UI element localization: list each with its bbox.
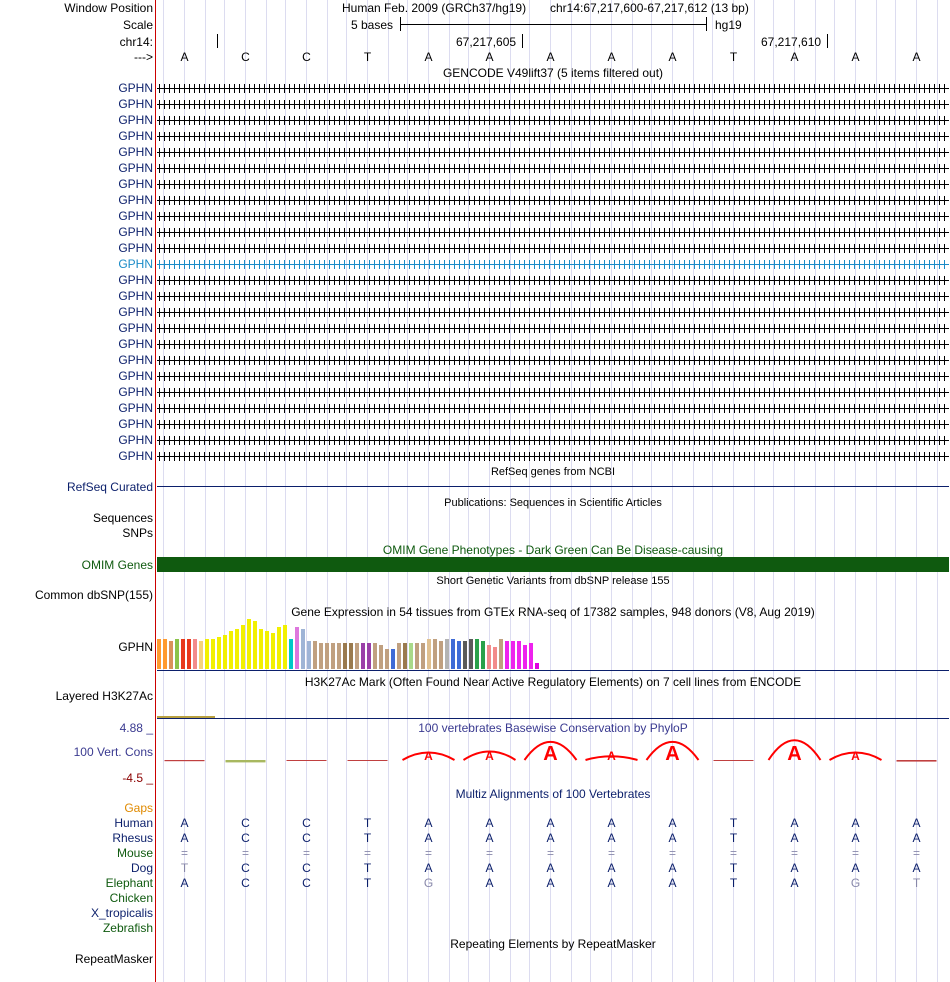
base-letter: A bbox=[668, 50, 677, 64]
gtex-tissue-bar[interactable] bbox=[421, 643, 425, 669]
chrom-tick-1 bbox=[522, 34, 523, 48]
multiz-aligned-base: A bbox=[424, 816, 433, 830]
multiz-aligned-base: C bbox=[241, 861, 250, 875]
gtex-tissue-bar[interactable] bbox=[211, 639, 215, 669]
gtex-tissue-bar[interactable] bbox=[469, 639, 473, 669]
phylop-max-value: 4.88 _ bbox=[119, 721, 153, 735]
omim-genes-label[interactable]: OMIM Genes bbox=[81, 558, 153, 572]
omim-track-title[interactable]: OMIM Gene Phenotypes - Dark Green Can Be Disease-causing bbox=[382, 543, 724, 557]
gtex-tissue-bar[interactable] bbox=[283, 625, 287, 669]
gencode-transcript[interactable] bbox=[157, 132, 949, 141]
scale-assembly: hg19 bbox=[715, 18, 742, 32]
multiz-aligned-base: A bbox=[546, 831, 555, 845]
multiz-aligned-base: A bbox=[851, 816, 860, 830]
gtex-tissue-bar[interactable] bbox=[157, 639, 161, 669]
multiz-aligned-base: A bbox=[424, 861, 433, 875]
base-letter: C bbox=[302, 50, 311, 64]
multiz-aligned-base: A bbox=[485, 816, 494, 830]
gtex-baseline bbox=[157, 670, 949, 671]
gtex-tissue-bar[interactable] bbox=[199, 641, 203, 669]
multiz-aligned-base: T bbox=[363, 831, 372, 845]
gencode-gene-label[interactable]: GPHN bbox=[118, 369, 153, 383]
refseq-curated-label[interactable]: RefSeq Curated bbox=[66, 480, 153, 494]
multiz-aligned-base: T bbox=[180, 861, 189, 875]
multiz-aligned-base: C bbox=[241, 816, 250, 830]
multiz-aligned-base: A bbox=[485, 861, 494, 875]
gencode-track-title[interactable]: GENCODE V49lift37 (5 items filtered out) bbox=[442, 66, 664, 80]
omim-phenotype-bar[interactable] bbox=[157, 557, 949, 572]
multiz-aligned-base: A bbox=[790, 876, 799, 890]
h3k27ac-label[interactable]: Layered H3K27Ac bbox=[55, 689, 153, 703]
multiz-aligned-base: = bbox=[912, 846, 920, 860]
multiz-aligned-base: A bbox=[851, 831, 860, 845]
gtex-tissue-bar[interactable] bbox=[463, 641, 467, 669]
gencode-transcript[interactable] bbox=[157, 164, 949, 173]
gtex-tissue-bar[interactable] bbox=[253, 621, 257, 669]
gtex-tissue-bar[interactable] bbox=[535, 663, 539, 669]
genome-assembly-name: Human Feb. 2009 (GRCh37/hg19) bbox=[342, 1, 527, 15]
multiz-aligned-base: A bbox=[790, 816, 799, 830]
gtex-tissue-bar[interactable] bbox=[181, 639, 185, 669]
common-dbsnp-label[interactable]: Common dbSNP(155) bbox=[34, 588, 153, 602]
multiz-aligned-base: A bbox=[546, 861, 555, 875]
gencode-gene-label[interactable]: GPHN bbox=[118, 273, 153, 287]
multiz-aligned-base: A bbox=[912, 861, 921, 875]
gtex-tissue-bar[interactable] bbox=[505, 641, 509, 669]
gtex-tissue-bar[interactable] bbox=[373, 643, 377, 669]
multiz-aligned-base: A bbox=[668, 831, 677, 845]
multiz-aligned-base: A bbox=[851, 861, 860, 875]
gtex-tissue-bar[interactable] bbox=[271, 633, 275, 669]
phylop-track-title[interactable]: 100 vertebrates Basewise Conservation by PhyloP bbox=[418, 721, 688, 735]
scale-bar bbox=[400, 24, 706, 25]
window-position-range: chr14:67,217,600-67,217,612 (13 bp) bbox=[550, 1, 749, 15]
chrom-tick-0 bbox=[217, 34, 218, 48]
gencode-transcript[interactable] bbox=[157, 180, 949, 189]
multiz-aligned-base: = bbox=[546, 846, 554, 860]
gtex-tissue-bar[interactable] bbox=[487, 645, 491, 669]
multiz-aligned-base: A bbox=[607, 876, 616, 890]
gtex-tissue-bar[interactable] bbox=[451, 639, 455, 669]
scale-bases-text: 5 bases bbox=[351, 18, 394, 32]
base-letter: C bbox=[241, 50, 250, 64]
gencode-transcript[interactable] bbox=[157, 228, 949, 237]
h3k27ac-track-title[interactable]: H3K27Ac Mark (Often Found Near Active Regulatory Elements) on 7 cell lines from ENCODE bbox=[304, 675, 802, 689]
gencode-transcript[interactable] bbox=[157, 116, 949, 125]
phylop-score-letter: A bbox=[424, 749, 433, 763]
multiz-aligned-base: A bbox=[485, 831, 494, 845]
label-separator bbox=[155, 0, 156, 982]
gencode-gene-label[interactable]: GPHN bbox=[118, 209, 153, 223]
gtex-tissue-bar[interactable] bbox=[217, 637, 221, 669]
chrom-position-2: 67,217,610 bbox=[761, 35, 822, 49]
gtex-tissue-bar[interactable] bbox=[307, 641, 311, 669]
repeatmasker-track-title[interactable]: Repeating Elements by RepeatMasker bbox=[450, 937, 656, 951]
phylop-score-mark bbox=[287, 760, 327, 761]
gencode-gene-label[interactable]: GPHN bbox=[118, 241, 153, 255]
multiz-aligned-base: C bbox=[302, 876, 311, 890]
phylop-score-mark bbox=[226, 760, 266, 762]
gtex-tissue-bar[interactable] bbox=[445, 639, 449, 669]
gtex-tissue-bar[interactable] bbox=[235, 629, 239, 669]
multiz-aligned-base: C bbox=[302, 861, 311, 875]
gencode-gene-label[interactable]: GPHN bbox=[118, 385, 153, 399]
gtex-tissue-bar[interactable] bbox=[337, 643, 341, 669]
gencode-transcript[interactable] bbox=[157, 356, 949, 365]
multiz-aligned-base: A bbox=[668, 876, 677, 890]
multiz-aligned-base: A bbox=[424, 831, 433, 845]
gencode-gene-label[interactable]: GPHN bbox=[118, 305, 153, 319]
gencode-transcript[interactable] bbox=[157, 100, 949, 109]
scale-bar-right-tick bbox=[706, 17, 707, 31]
multiz-aligned-base: = bbox=[668, 846, 676, 860]
phylop-score-mark bbox=[714, 760, 754, 761]
multiz-aligned-base: = bbox=[485, 846, 493, 860]
gaps-label[interactable]: Gaps bbox=[124, 801, 153, 815]
multiz-species-label[interactable]: Dog bbox=[130, 861, 153, 875]
gtex-tissue-bar[interactable] bbox=[313, 641, 317, 669]
gtex-tissue-bar[interactable] bbox=[499, 639, 503, 669]
multiz-aligned-base: C bbox=[302, 816, 311, 830]
multiz-species-label[interactable]: Mouse bbox=[116, 846, 153, 860]
multiz-aligned-base: A bbox=[546, 816, 555, 830]
gtex-tissue-bar[interactable] bbox=[301, 629, 305, 669]
gtex-tissue-bar[interactable] bbox=[343, 643, 347, 669]
gtex-expression-chart[interactable] bbox=[157, 619, 537, 669]
gencode-transcript[interactable] bbox=[157, 436, 949, 445]
gencode-transcript[interactable] bbox=[157, 276, 949, 285]
multiz-aligned-base: = bbox=[424, 846, 432, 860]
multiz-species-label[interactable]: Human bbox=[114, 816, 153, 830]
gtex-tissue-bar[interactable] bbox=[403, 643, 407, 669]
gtex-tissue-bar[interactable] bbox=[415, 643, 419, 669]
gencode-gene-label[interactable]: GPHN bbox=[118, 129, 153, 143]
phylop-min-value: -4.5 _ bbox=[122, 771, 153, 785]
multiz-aligned-base: A bbox=[607, 861, 616, 875]
gencode-transcript[interactable] bbox=[157, 148, 949, 157]
multiz-aligned-base: = bbox=[302, 846, 310, 860]
gtex-tissue-bar[interactable] bbox=[331, 643, 335, 669]
gtex-gene-label[interactable]: GPHN bbox=[118, 640, 153, 654]
phylop-score-letter: A bbox=[851, 749, 860, 763]
gtex-tissue-bar[interactable] bbox=[493, 647, 497, 669]
gtex-tissue-bar[interactable] bbox=[397, 643, 401, 669]
gtex-tissue-bar[interactable] bbox=[379, 645, 383, 669]
gtex-tissue-bar[interactable] bbox=[187, 639, 191, 669]
h3k27ac-baseline bbox=[157, 718, 949, 719]
gencode-gene-label[interactable]: GPHN bbox=[118, 257, 153, 271]
refseq-track-title[interactable]: RefSeq genes from NCBI bbox=[490, 466, 616, 478]
gtex-tissue-bar[interactable] bbox=[163, 639, 167, 669]
phylop-conservation-plot[interactable] bbox=[156, 730, 950, 780]
gtex-tissue-bar[interactable] bbox=[223, 635, 227, 669]
phylop-score-mark bbox=[348, 760, 388, 761]
gencode-transcript[interactable] bbox=[157, 324, 949, 333]
multiz-species-label[interactable]: Chicken bbox=[109, 891, 153, 905]
multiz-aligned-base: = bbox=[851, 846, 859, 860]
multiz-aligned-base: T bbox=[363, 816, 372, 830]
multiz-aligned-base: A bbox=[668, 861, 677, 875]
multiz-aligned-base: = bbox=[241, 846, 249, 860]
phylop-score-mark bbox=[897, 760, 937, 762]
multiz-aligned-base: A bbox=[607, 831, 616, 845]
base-letter: A bbox=[607, 50, 616, 64]
multiz-aligned-base: A bbox=[912, 816, 921, 830]
gtex-track-title[interactable]: Gene Expression in 54 tissues from GTEx RNA-seq of 17382 samples, 948 donors (V8, Aug 2019) bbox=[291, 605, 815, 619]
gtex-tissue-bar[interactable] bbox=[319, 643, 323, 669]
chrom-label[interactable]: chr14: bbox=[119, 35, 153, 49]
base-letter: A bbox=[546, 50, 555, 64]
multiz-aligned-base: T bbox=[363, 876, 372, 890]
snps-label[interactable]: SNPs bbox=[122, 526, 153, 540]
strand-label[interactable]: ---> bbox=[134, 50, 153, 64]
gtex-tissue-bar[interactable] bbox=[169, 641, 173, 669]
multiz-aligned-base: A bbox=[607, 816, 616, 830]
gencode-gene-label[interactable]: GPHN bbox=[118, 113, 153, 127]
multiz-aligned-base: T bbox=[729, 876, 738, 890]
gencode-gene-label[interactable]: GPHN bbox=[118, 337, 153, 351]
gencode-gene-label[interactable]: GPHN bbox=[118, 401, 153, 415]
phylop-label[interactable]: 100 Vert. Cons bbox=[73, 745, 153, 759]
phylop-score-mark bbox=[165, 760, 205, 761]
multiz-aligned-base: T bbox=[729, 861, 738, 875]
multiz-aligned-base: C bbox=[241, 831, 250, 845]
publications-track-title[interactable]: Publications: Sequences in Scientific Articles bbox=[444, 497, 662, 509]
gtex-tissue-bar[interactable] bbox=[325, 643, 329, 669]
gencode-gene-label[interactable]: GPHN bbox=[118, 417, 153, 431]
gtex-tissue-bar[interactable] bbox=[517, 641, 521, 669]
multiz-aligned-base: = bbox=[607, 846, 615, 860]
gtex-tissue-bar[interactable] bbox=[475, 639, 479, 669]
gencode-transcript[interactable] bbox=[157, 420, 949, 429]
gtex-tissue-bar[interactable] bbox=[247, 619, 251, 669]
gtex-tissue-bar[interactable] bbox=[277, 627, 281, 669]
refseq-gene-line[interactable] bbox=[157, 486, 949, 487]
gtex-tissue-bar[interactable] bbox=[349, 643, 353, 669]
multiz-aligned-base: T bbox=[363, 861, 372, 875]
base-letter: A bbox=[790, 50, 799, 64]
sequences-label[interactable]: Sequences bbox=[92, 511, 153, 525]
multiz-aligned-base: T bbox=[729, 816, 738, 830]
multiz-aligned-base: = bbox=[180, 846, 188, 860]
base-letter: A bbox=[180, 50, 189, 64]
multiz-aligned-base: = bbox=[363, 846, 371, 860]
multiz-aligned-base: G bbox=[850, 876, 861, 890]
gencode-gene-label[interactable]: GPHN bbox=[118, 81, 153, 95]
gencode-gene-label[interactable]: GPHN bbox=[118, 161, 153, 175]
gtex-tissue-bar[interactable] bbox=[175, 639, 179, 669]
gencode-gene-label[interactable]: GPHN bbox=[118, 145, 153, 159]
gencode-gene-label[interactable]: GPHN bbox=[118, 353, 153, 367]
multiz-aligned-base: A bbox=[790, 831, 799, 845]
gencode-gene-label[interactable]: GPHN bbox=[118, 193, 153, 207]
multiz-aligned-base: A bbox=[485, 876, 494, 890]
multiz-aligned-base: T bbox=[729, 831, 738, 845]
gtex-tissue-bar[interactable] bbox=[385, 649, 389, 669]
gtex-tissue-bar[interactable] bbox=[457, 641, 461, 669]
multiz-aligned-base: A bbox=[790, 861, 799, 875]
gtex-tissue-bar[interactable] bbox=[241, 625, 245, 669]
multiz-species-label[interactable]: Zebrafish bbox=[102, 921, 153, 935]
multiz-aligned-base: = bbox=[790, 846, 798, 860]
repeatmasker-label[interactable]: RepeatMasker bbox=[74, 952, 153, 966]
gencode-gene-label[interactable]: GPHN bbox=[118, 225, 153, 239]
gencode-gene-label[interactable]: GPHN bbox=[118, 97, 153, 111]
gencode-transcript[interactable] bbox=[157, 404, 949, 413]
gtex-tissue-bar[interactable] bbox=[523, 645, 527, 669]
multiz-aligned-base: C bbox=[302, 831, 311, 845]
gencode-gene-label[interactable]: GPHN bbox=[118, 321, 153, 335]
gtex-tissue-bar[interactable] bbox=[295, 627, 299, 669]
base-letter: T bbox=[363, 50, 372, 64]
gencode-transcript[interactable] bbox=[157, 244, 949, 253]
gtex-tissue-bar[interactable] bbox=[193, 639, 197, 669]
base-letter: A bbox=[485, 50, 494, 64]
phylop-score-letter: A bbox=[665, 743, 680, 765]
multiz-aligned-base: G bbox=[423, 876, 434, 890]
gtex-tissue-bar[interactable] bbox=[361, 643, 365, 669]
phylop-score-letter: A bbox=[787, 743, 802, 765]
gencode-transcript[interactable] bbox=[157, 340, 949, 349]
base-letter: A bbox=[912, 50, 921, 64]
multiz-species-label[interactable]: Elephant bbox=[105, 876, 153, 890]
multiz-aligned-base: A bbox=[180, 876, 189, 890]
multiz-species-label[interactable]: X_tropicalis bbox=[90, 906, 153, 920]
gencode-transcript[interactable] bbox=[157, 212, 949, 221]
phylop-score-letter: A bbox=[607, 749, 616, 763]
gtex-tissue-bar[interactable] bbox=[229, 631, 233, 669]
gencode-transcript[interactable] bbox=[157, 84, 949, 93]
gencode-transcript[interactable] bbox=[157, 260, 949, 269]
gtex-tissue-bar[interactable] bbox=[289, 639, 293, 669]
gtex-tissue-bar[interactable] bbox=[265, 631, 269, 669]
gencode-transcript[interactable] bbox=[157, 372, 949, 381]
base-letter: A bbox=[851, 50, 860, 64]
multiz-aligned-base: A bbox=[912, 831, 921, 845]
dbsnp-track-title[interactable]: Short Genetic Variants from dbSNP release 155 bbox=[436, 575, 670, 587]
gtex-tissue-bar[interactable] bbox=[355, 643, 359, 669]
gencode-gene-label[interactable]: GPHN bbox=[118, 289, 153, 303]
scale-label[interactable]: Scale bbox=[122, 18, 153, 32]
gtex-tissue-bar[interactable] bbox=[529, 643, 533, 669]
phylop-score-letter: A bbox=[485, 749, 494, 763]
multiz-aligned-base: C bbox=[241, 876, 250, 890]
gtex-tissue-bar[interactable] bbox=[367, 643, 371, 669]
gtex-tissue-bar[interactable] bbox=[433, 639, 437, 669]
gtex-tissue-bar[interactable] bbox=[427, 639, 431, 669]
phylop-score-letter: A bbox=[543, 743, 558, 765]
gtex-tissue-bar[interactable] bbox=[439, 641, 443, 669]
gtex-tissue-bar[interactable] bbox=[391, 649, 395, 669]
window-position-label[interactable]: Window Position bbox=[64, 1, 153, 15]
multiz-aligned-base: A bbox=[180, 816, 189, 830]
multiz-aligned-base: A bbox=[180, 831, 189, 845]
gencode-gene-label[interactable]: GPHN bbox=[118, 177, 153, 191]
base-letter: T bbox=[729, 50, 738, 64]
gencode-transcript[interactable] bbox=[157, 292, 949, 301]
gtex-tissue-bar[interactable] bbox=[511, 641, 515, 669]
gtex-tissue-bar[interactable] bbox=[259, 629, 263, 669]
gtex-tissue-bar[interactable] bbox=[205, 639, 209, 669]
gencode-transcript[interactable] bbox=[157, 452, 949, 461]
multiz-aligned-base: A bbox=[668, 816, 677, 830]
base-letter: A bbox=[424, 50, 433, 64]
multiz-aligned-base: = bbox=[729, 846, 737, 860]
gtex-tissue-bar[interactable] bbox=[409, 643, 413, 669]
multiz-species-label[interactable]: Rhesus bbox=[112, 831, 153, 845]
chrom-tick-2 bbox=[827, 34, 828, 48]
gencode-transcript[interactable] bbox=[157, 308, 949, 317]
gencode-transcript[interactable] bbox=[157, 196, 949, 205]
gencode-transcript[interactable] bbox=[157, 388, 949, 397]
gencode-gene-label[interactable]: GPHN bbox=[118, 433, 153, 447]
chrom-position-1: 67,217,605 bbox=[456, 35, 517, 49]
gencode-gene-label[interactable]: GPHN bbox=[118, 449, 153, 463]
multiz-aligned-base: T bbox=[912, 876, 921, 890]
multiz-aligned-base: A bbox=[546, 876, 555, 890]
multiz-track-title[interactable]: Multiz Alignments of 100 Vertebrates bbox=[455, 787, 651, 801]
gtex-tissue-bar[interactable] bbox=[481, 641, 485, 669]
